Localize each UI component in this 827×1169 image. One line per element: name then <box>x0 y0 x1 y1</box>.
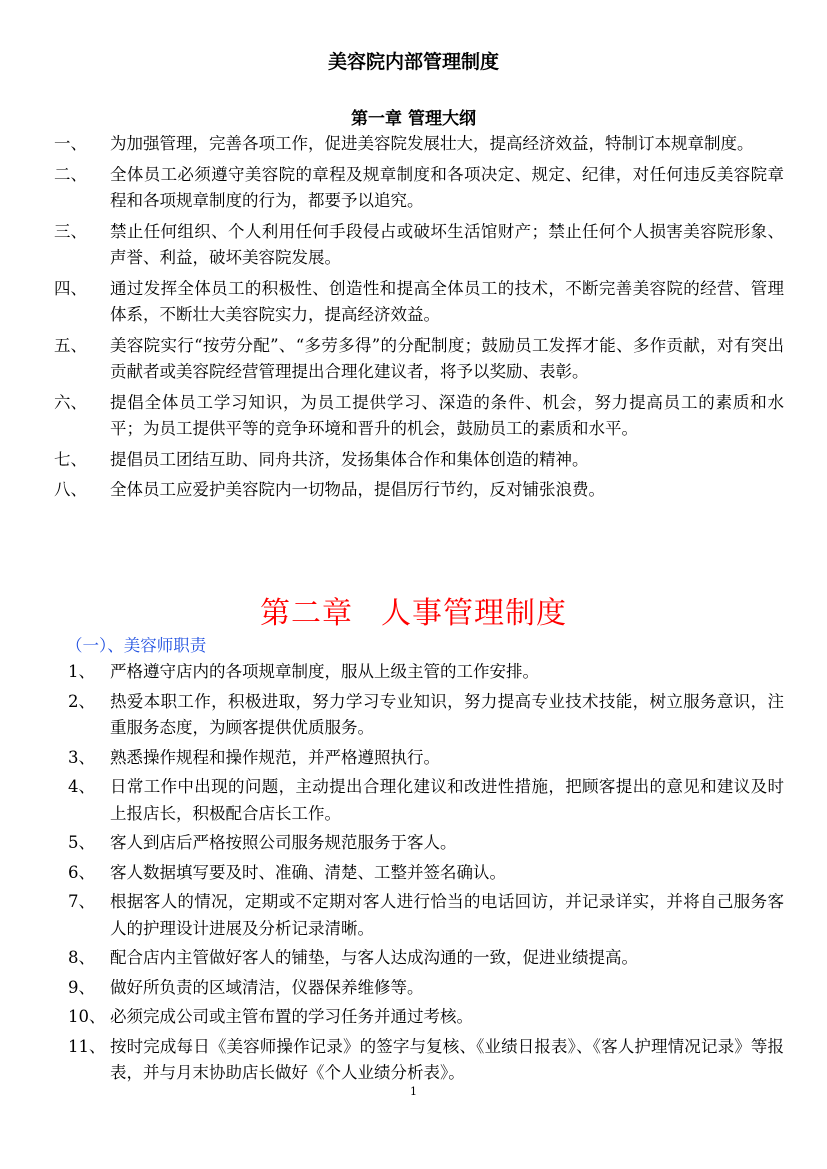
list-item <box>54 774 784 827</box>
list-item <box>54 689 784 742</box>
list-item <box>54 1004 784 1031</box>
chapter1-heading: 第一章 管理大纲 <box>351 109 476 129</box>
list-item <box>54 860 784 887</box>
item-text: 通过发挥全体员工的积极性、创造性和提高全体员工的技术，不断完善美容院的经营、管理体系，不断壮大美容院实力，提高经济效益。 <box>110 278 784 324</box>
item-number: 7、 <box>68 892 95 911</box>
item-number: 3、 <box>68 747 95 767</box>
list-item <box>54 162 784 215</box>
document-title: 美容院内部管理制度 <box>327 51 499 73</box>
item-text: 全体员工必须遵守美容院的章程及规章制度和各项决定、规定、纪律，对任何违反美容院章程和各项规章制度的行为，都要予以追究。 <box>110 164 784 210</box>
list-item <box>54 390 784 443</box>
chapter2-number: 第二章 <box>260 596 353 631</box>
item-text: 按时完成每日《美容师操作记录》的签字与复核、《业绩日报表》、《客人护理情况记录》等报表，并与月末协助店长做好《个人业绩分析表》。 <box>110 1036 784 1082</box>
item-number: 四、 <box>54 278 87 298</box>
item-number: 10、 <box>68 1007 106 1026</box>
list-item <box>54 975 784 1002</box>
item-number: 9、 <box>68 977 95 997</box>
chapter2-title: 人事管理制度 <box>381 596 567 631</box>
item-text: 必须完成公司或主管布置的学习任务并通过考核。 <box>110 1007 473 1026</box>
item-number: 2、 <box>68 691 95 711</box>
list-item <box>54 830 784 857</box>
item-number: 5、 <box>68 833 95 852</box>
item-number: 6、 <box>68 862 95 882</box>
item-number: 8、 <box>68 948 95 967</box>
item-number: 一、 <box>54 134 87 153</box>
item-number: 五、 <box>54 335 87 355</box>
item-text: 配合店内主管做好客人的铺垫，与客人达成沟通的一致，促进业绩提高。 <box>110 948 638 967</box>
item-number: 二、 <box>54 164 87 184</box>
list-item <box>54 219 784 272</box>
item-text: 提倡全体员工学习知识，为员工提供学习、深造的条件、机会，努力提高员工的素质和水平；为员工提供平等的竞争环境和晋升的机会，鼓励员工的素质和水平。 <box>110 392 784 438</box>
item-text: 日常工作中出现的问题，主动提出合理化建议和改进性措施，把顾客提出的意见和建议及时上报店长，积极配合店长工作。 <box>110 777 784 823</box>
list-item <box>54 945 784 972</box>
item-text: 熟悉操作规程和操作规范，并严格遵照执行。 <box>110 747 440 767</box>
list-item <box>54 659 784 686</box>
item-text: 热爱本职工作，积极进取，努力学习专业知识，努力提高专业技术技能，树立服务意识，注重服务态度，为顾客提供优质服务。 <box>110 691 784 737</box>
list-item <box>54 889 784 942</box>
item-text: 为加强管理，完善各项工作，促进美容院发展壮大，提高经济效益，特制订本规章制度。 <box>110 134 754 153</box>
item-text: 美容院实行“按劳分配”、“多劳多得”的分配制度；鼓励员工发挥才能、多作贡献，对有突出贡献者或美容院经营管理提出合理化建议者，将予以奖励、表彰。 <box>110 335 784 381</box>
item-text: 做好所负责的区域清洁，仪器保养维修等。 <box>110 977 424 997</box>
chapter2-list <box>54 659 784 1090</box>
item-text: 客人到店后严格按照公司服务规范服务于客人。 <box>110 833 457 852</box>
page-number: 1 <box>410 1085 417 1098</box>
list-item <box>54 131 784 158</box>
item-number: 七、 <box>54 449 87 469</box>
section-heading: （一）、美容师职责 <box>66 636 207 655</box>
item-number: 1、 <box>68 662 95 681</box>
item-text: 全体员工应爱护美容院内一切物品，提倡厉行节约，反对铺张浪费。 <box>110 480 605 499</box>
item-number: 11、 <box>68 1036 106 1056</box>
list-item <box>54 276 784 329</box>
item-number: 六、 <box>54 392 87 412</box>
item-number: 4、 <box>68 777 95 796</box>
item-text: 严格遵守店内的各项规章制度，服从上级主管的工作安排。 <box>110 662 539 681</box>
item-text: 客人数据填写要及时、准确、清楚、工整并签名确认。 <box>110 862 506 882</box>
list-item <box>54 1034 784 1087</box>
list-item <box>54 447 784 474</box>
item-text: 根据客人的情况，定期或不定期对客人进行恰当的电话回访，并记录详实，并将自己服务客人的护理设计进展及分析记录清晰。 <box>110 892 784 938</box>
item-text: 提倡员工团结互助、同舟共济，发扬集体合作和集体创造的精神。 <box>110 449 589 469</box>
list-item <box>54 333 784 386</box>
item-number: 三、 <box>54 221 87 241</box>
item-number: 八、 <box>54 480 87 499</box>
chapter1-list <box>54 131 784 508</box>
list-item <box>54 745 784 772</box>
item-text: 禁止任何组织、个人利用任何手段侵占或破坏生活馆财产；禁止任何个人损害美容院形象、声誉、利益，破坏美容院发展。 <box>110 221 784 267</box>
list-item <box>54 477 784 504</box>
chapter2-heading <box>0 594 827 634</box>
